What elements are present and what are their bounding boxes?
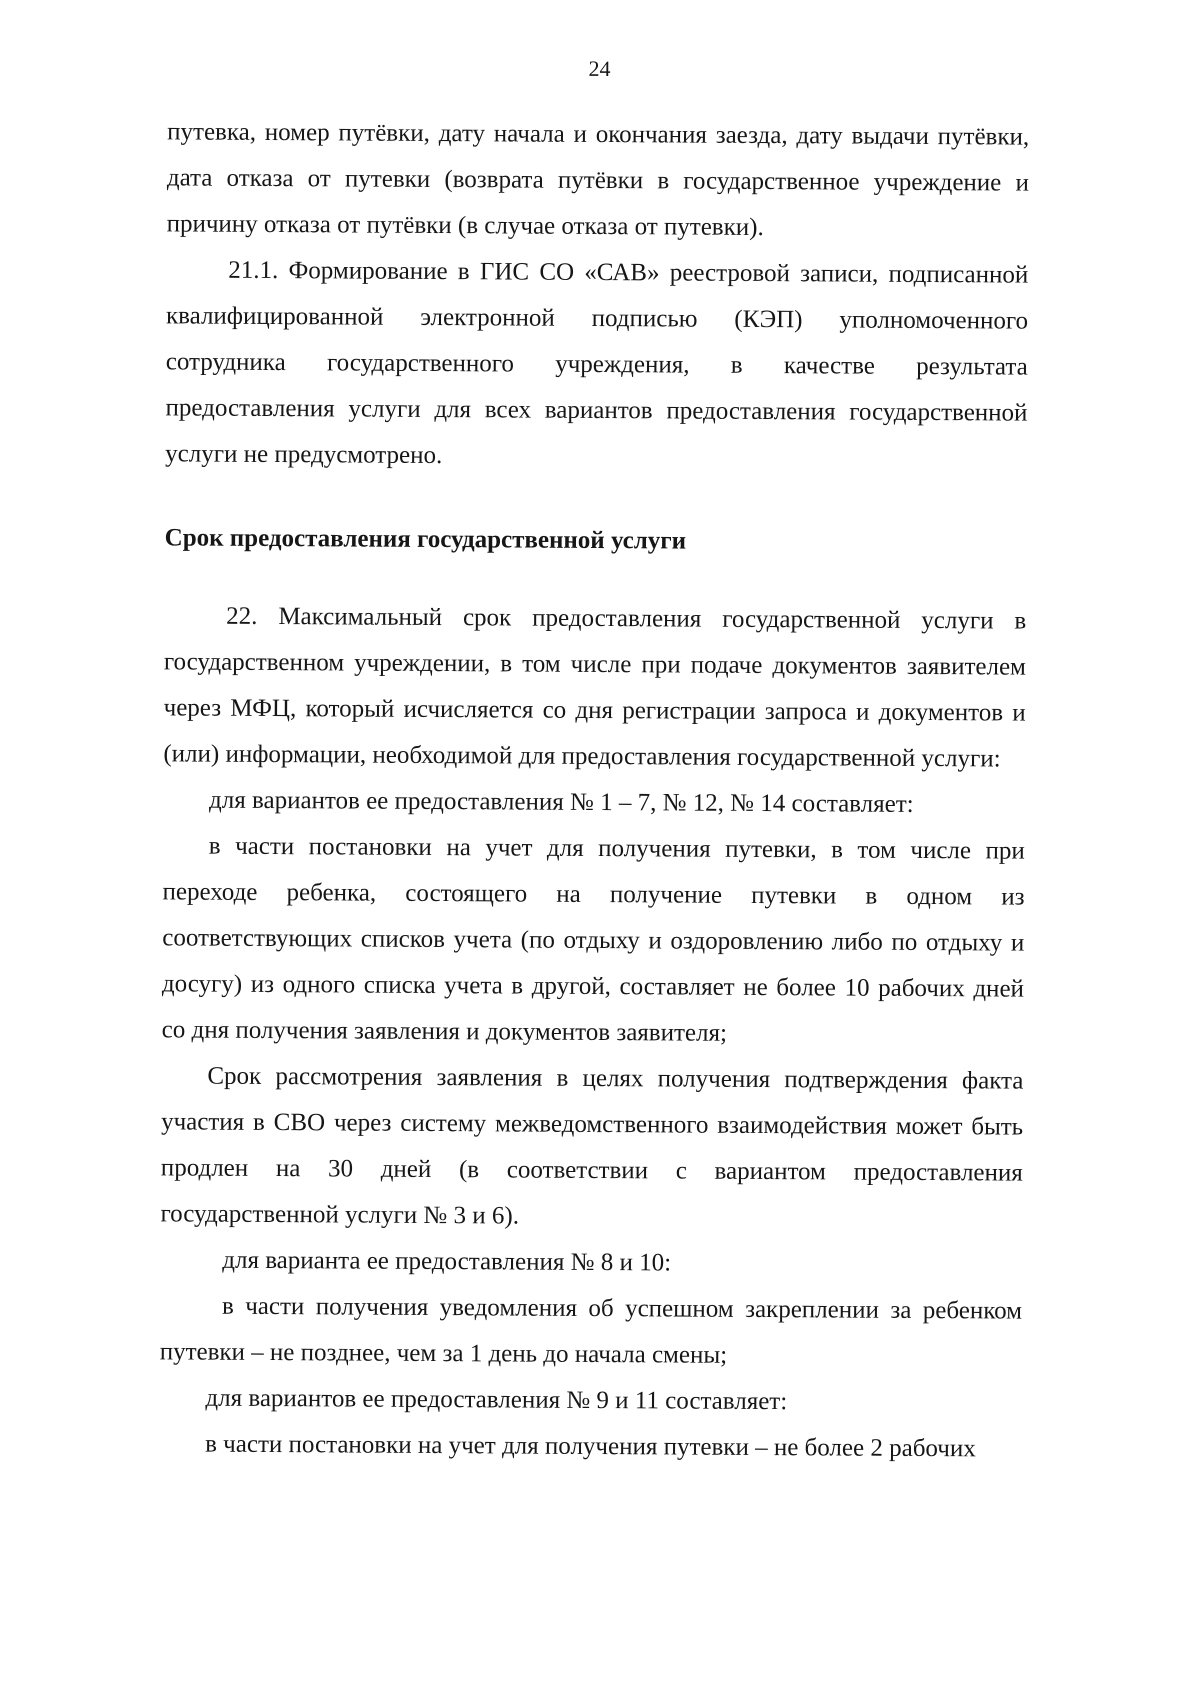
paragraph-registration-term: в части постановки на учет для получения путевки, в том числе при переходе ребенка, состоящего на получение путевки в одном из соответствующих списков учета (по отдыху и оздоровлению либо по отдыху и досугу) из одного списка учета в другой, составляет не более 10 рабочих дней со дня получения заявления и документов заявителя; (161, 832, 1025, 1047)
paragraph-variants-8-10: для варианта ее предоставления № 8 и 10: (222, 1246, 672, 1277)
paragraph-21-1: 21.1. Формирование в ГИС СО «САВ» реестровой записи, подписанной квалифицированной электронной подписью (КЭП) уполномоченного сотрудника государственного учреждения, в качестве результата предоставления услуги для всех вариантов предоставления государственной услуги не предусмотрено. (165, 256, 1029, 470)
document-body (159, 109, 1029, 1472)
paragraph-variants-1-7: для вариантов ее предоставления № 1 – 7, № 12, № 14 составляет: (209, 786, 914, 818)
paragraph-notification-term: в части получения уведомления об успешном закреплении за ребенком путевки – не позднее, чем за 1 день до начала смены; (159, 1292, 1023, 1369)
section-heading: Срок предоставления государственной услуги (164, 524, 687, 555)
paragraph-svo-review: Срок рассмотрения заявления в целях получения подтверждения факта участия в СВО через систему межведомственного взаимодействия может быть продлен на 30 дней (в соответствии с вариантом предоставления государственной услуги № 3 и 6). (160, 1062, 1024, 1230)
paragraph-variants-9-11: для вариантов ее предоставления № 9 и 11 составляет: (205, 1384, 788, 1416)
paragraph-22: 22. Максимальный срок предоставления государственной услуги в государственном учреждении, в том числе при подаче документов заявителем через МФЦ, который исчисляется со дня регистрации запроса и документов и (или) информации, необходимой для предоставления государственной услуги: (163, 602, 1027, 773)
paragraph-registration-2-days: в части постановки на учет для получения путевки – не более 2 рабочих (205, 1430, 976, 1463)
paragraph-continuation: путевка, номер путёвки, дату начала и окончания заезда, дату выдачи путёвки, дата отказа от путевки (возврата путёвки в государственное учреждение и причину отказа от путёвки (в случае отказа от путевки). (166, 118, 1030, 242)
page-number: 24 (588, 55, 611, 82)
